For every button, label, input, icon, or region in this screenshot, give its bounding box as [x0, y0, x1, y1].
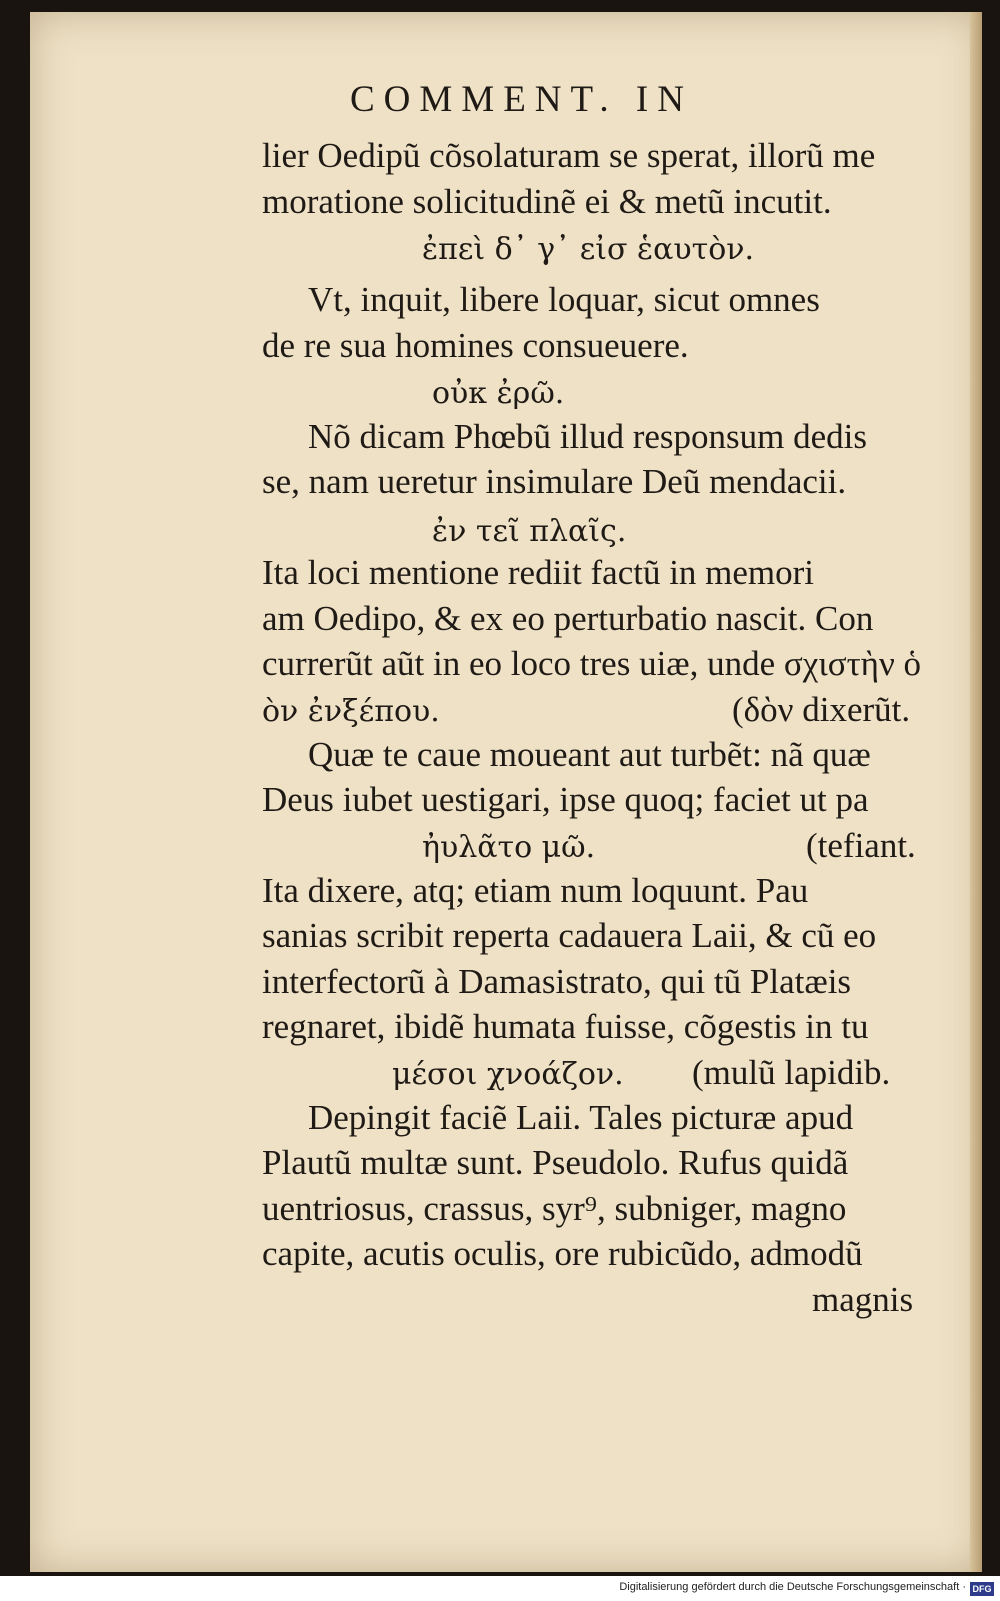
text-line: sanias scribit reperta cadauera Laii, & cũ eo — [262, 916, 877, 955]
greek-lemma: ἐν τεῖ πλαῖς. — [432, 514, 627, 549]
text-line: Vt, inquit, libere loquar, sicut omnes — [308, 280, 820, 319]
catchword: magnis — [812, 1280, 914, 1319]
text-line: Nõ dicam Phœbũ illud responsum dedis — [308, 417, 867, 456]
text-line: uentriosus, crassus, syr⁹, subniger, magno — [262, 1189, 847, 1228]
text-line: currerũt aũt in eo loco tres uiæ, unde σχιστὴν ὁ — [262, 644, 922, 683]
text-line: (tefiant. — [806, 826, 916, 865]
text-line: Ita dixere, atq; etiam num loquunt. Pau — [262, 871, 809, 910]
text-line: Quæ te caue moueant aut turbẽt: nã quæ — [308, 735, 871, 774]
text-line: moratione solicitudinẽ ei & metũ incutit. — [262, 182, 832, 221]
text-line: Ita loci mentione rediit factũ in memori — [262, 553, 815, 592]
text-line: am Oedipo, & ex eo perturbatio nascit. Con — [262, 599, 874, 638]
page-edge — [970, 12, 982, 1572]
book-page — [30, 12, 982, 1572]
text-line: Depingit faciẽ Laii. Tales picturæ apud — [308, 1098, 854, 1137]
greek-lemma: οὐκ ἐρῶ. — [432, 376, 565, 411]
greek-lemma: ὸν ἐνξέπου. — [262, 694, 440, 729]
text-line: Plautũ multæ sunt. Pseudolo. Rufus quidã — [262, 1143, 849, 1182]
text-line: se, nam ueretur insimulare Deũ mendacii. — [262, 462, 847, 501]
greek-lemma: ἐπεὶ δ᾽ γ᾽ εἰσ ἑαυτὸν. — [422, 232, 755, 267]
footer-credit: Digitalisierung gefördert durch die Deutsche Forschungsgemeinschaft · — [619, 1581, 966, 1593]
running-head: COMMENT. IN — [350, 79, 693, 120]
text-line: (mulũ lapidib. — [692, 1053, 891, 1092]
text-line: Deus iubet uestigari, ipse quoq; faciet ut pa — [262, 780, 869, 819]
text-line: (δὸν dixerũt. — [732, 690, 911, 729]
text-line: interfectorũ à Damasistrato, qui tũ Platæis — [262, 962, 852, 1001]
text-line: capite, acutis oculis, ore rubicũdo, admodũ — [262, 1234, 863, 1273]
text-line: lier Oedipũ cõsolaturam se sperat, illorũ me — [262, 136, 876, 175]
digitization-footer — [0, 1576, 1000, 1601]
greek-lemma: ἠυλᾶτο μῶ. — [422, 830, 596, 865]
greek-lemma: μέσοι χνοάζον. — [392, 1057, 624, 1092]
dfg-logo-icon: DFG — [970, 1582, 994, 1596]
text-line: regnaret, ibidẽ humata fuisse, cõgestis in tu — [262, 1007, 869, 1046]
text-line: de re sua homines consueuere. — [262, 326, 689, 365]
